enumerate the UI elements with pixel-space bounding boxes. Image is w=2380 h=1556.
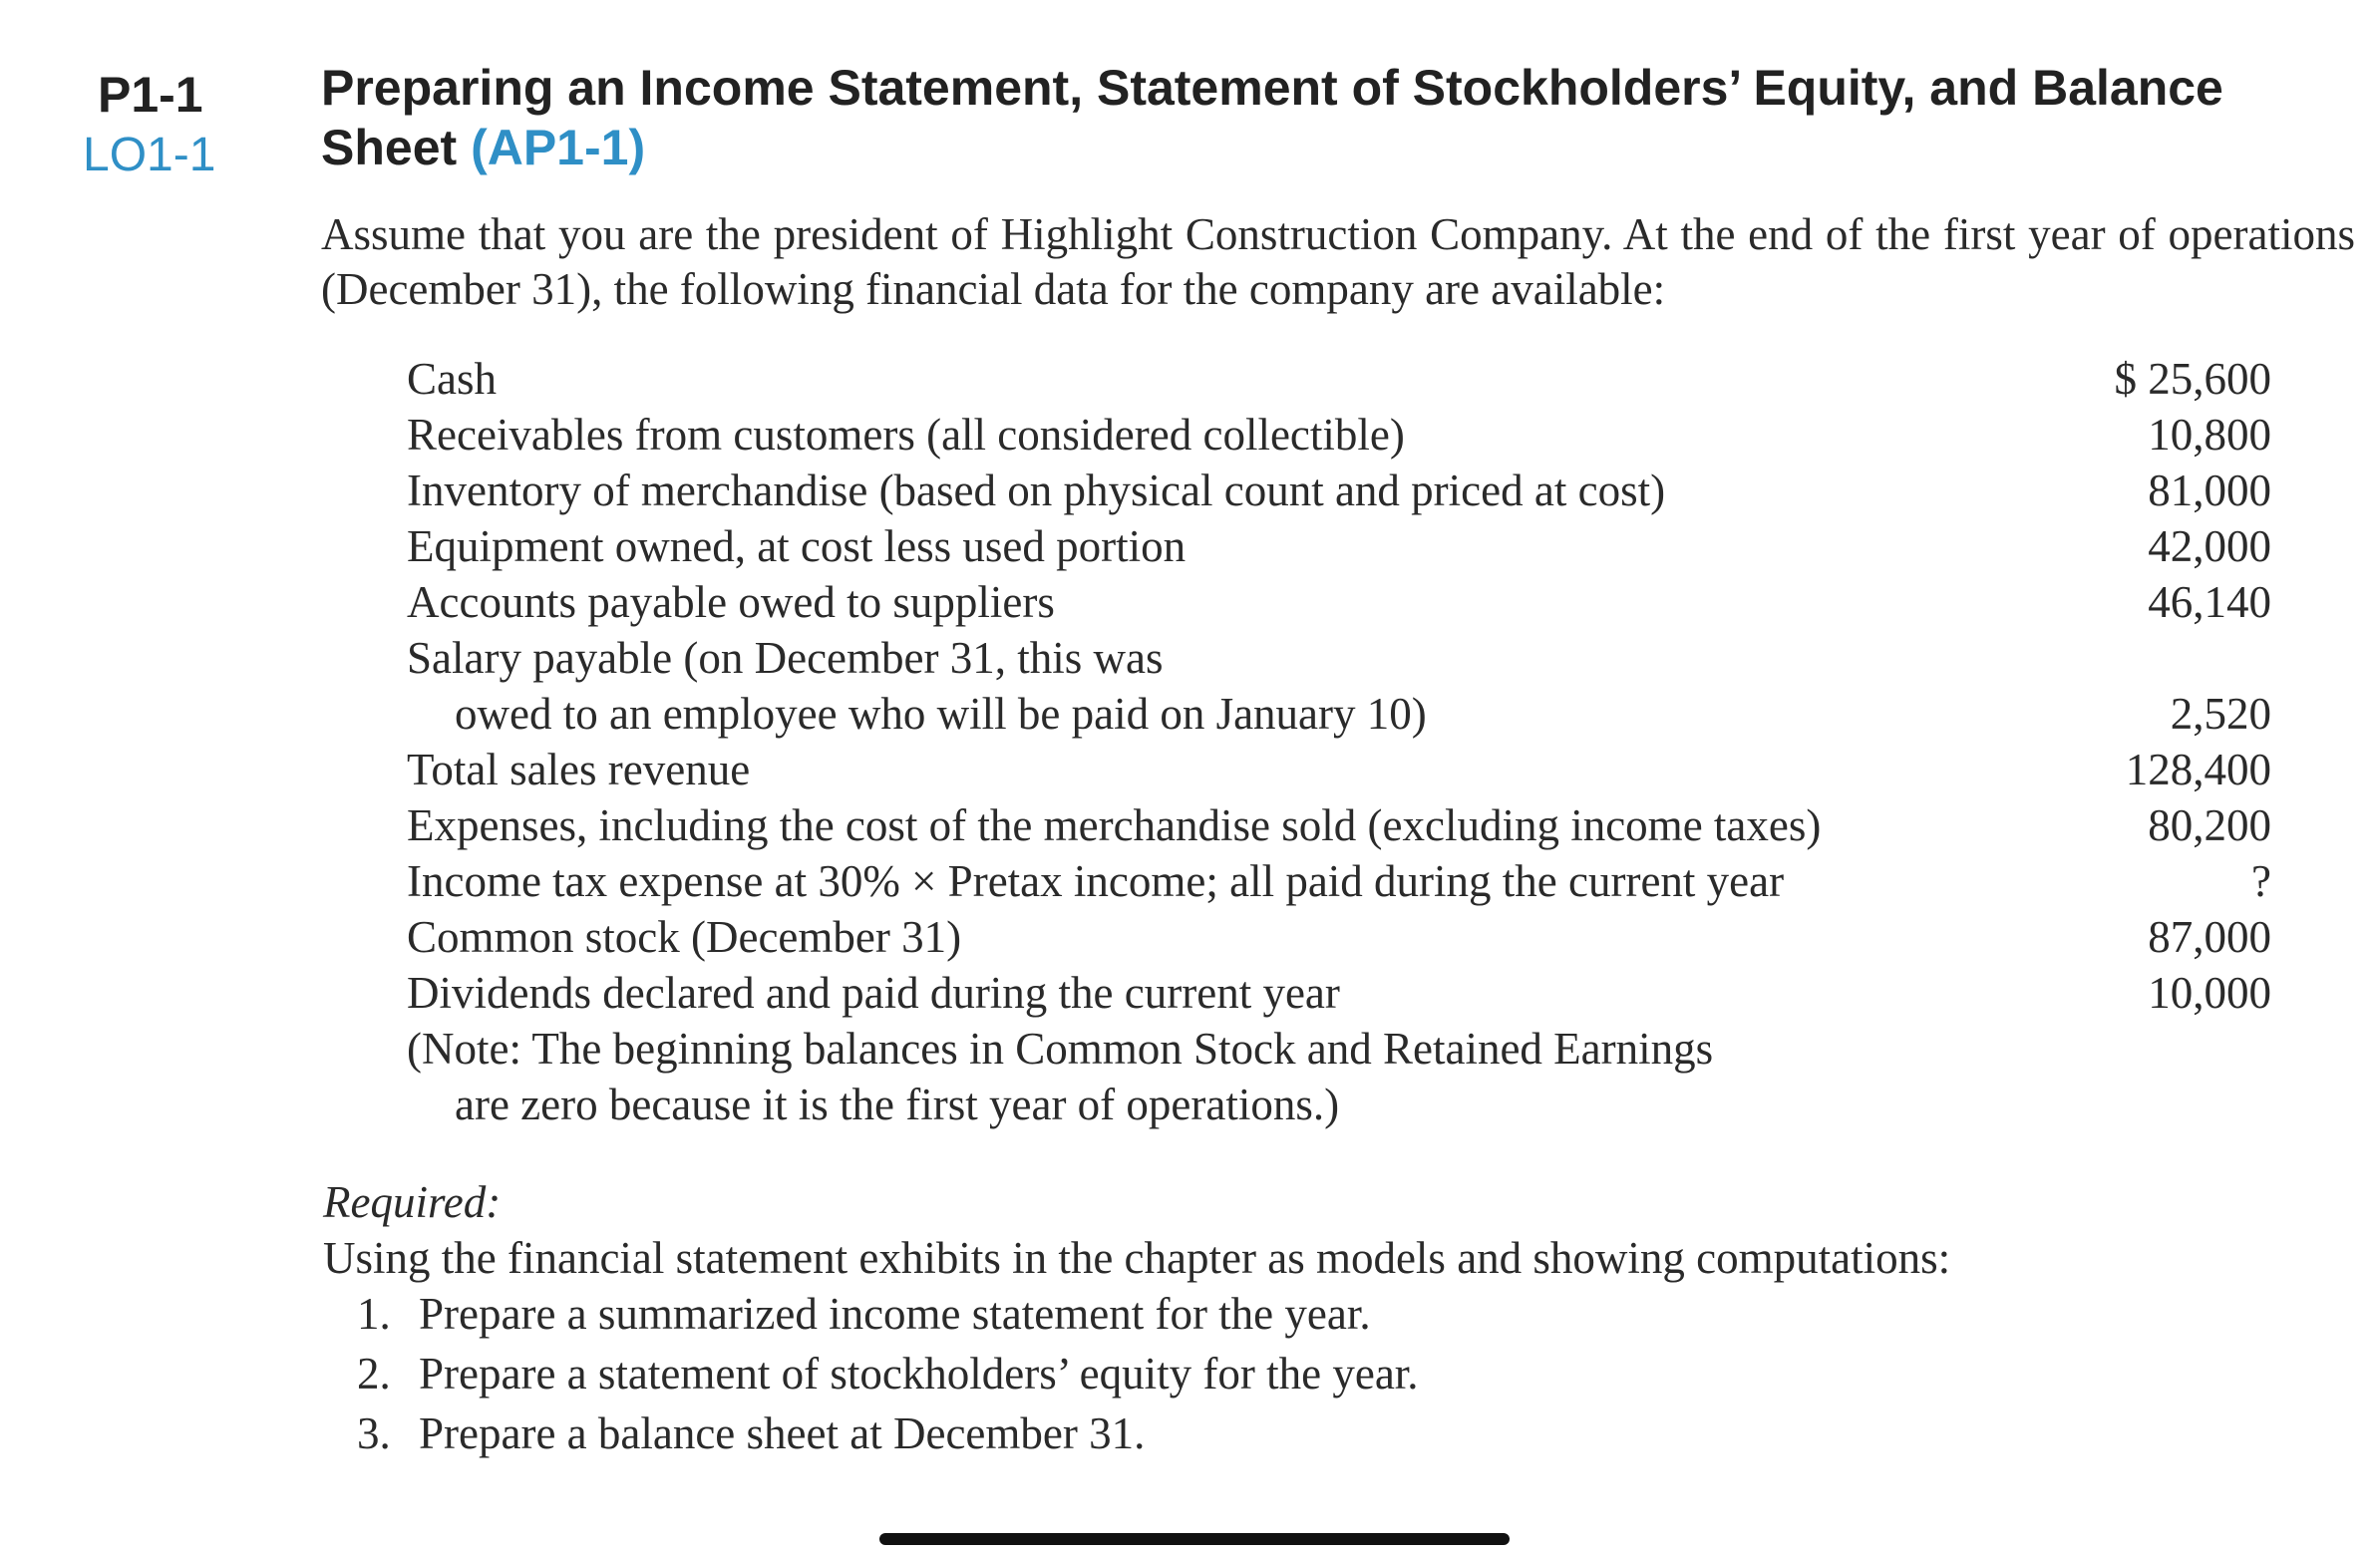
row-label: owed to an employee who will be paid on January 10) [455,689,1427,739]
row-label: Inventory of merchandise (based on physical count and priced at cost) [407,466,1666,515]
problem-number: P1-1 [98,67,203,123]
required-intro: Using the financial statement exhibits in the chapter as models and showing computations: [323,1233,1951,1283]
table-row [407,632,2271,688]
problem-title [321,58,2275,177]
list-item-text: Prepare a statement of stockholders’ equity for the year. [419,1349,1419,1399]
list-item [357,1348,1419,1407]
row-amount: 42,000 [2148,521,2271,571]
row-label: Equipment owned, at cost less used portion [407,521,1187,571]
row-label: Total sales revenue [407,745,751,794]
table-row [407,967,2271,1023]
table-row [407,799,2271,855]
table-row [407,1079,2271,1134]
list-item [357,1407,1419,1467]
list-item-text: Prepare a summarized income statement for the year. [419,1289,1371,1339]
row-label: Expenses, including the cost of the merchandise sold (excluding income taxes) [407,800,1822,850]
row-amount: 2,520 [2170,689,2271,739]
table-row [407,688,2271,744]
table-row [407,353,2271,409]
row-label: Dividends declared and paid during the current year [407,968,1340,1018]
row-label: Accounts payable owed to suppliers [407,577,1055,627]
problem-intro: Assume that you are the president of Highlight Construction Company. At the end of the first year of operations (December 31), the following financial data for the company are available: [321,209,2355,314]
row-label: Common stock (December 31) [407,912,962,962]
row-amount: 81,000 [2148,466,2271,515]
row-label: (Note: The beginning balances in Common Stock and Retained Earnings [407,1024,1714,1074]
row-label: Receivables from customers (all considered collectible) [407,410,1405,460]
row-amount: $ 25,600 [2114,354,2271,404]
row-amount: 46,140 [2148,577,2271,627]
row-amount: 87,000 [2148,912,2271,962]
row-label: Income tax expense at 30% × Pretax income; all paid during the current year [407,856,1785,906]
required-heading: Required: [323,1177,502,1227]
row-label: are zero because it is the first year of operations.) [455,1080,1340,1129]
list-item [357,1288,1419,1348]
list-item-number: 2. [357,1349,391,1399]
row-amount: 10,800 [2148,410,2271,460]
problem-title-ref: (AP1-1) [471,120,646,175]
table-row [407,911,2271,967]
row-amount: 10,000 [2148,968,2271,1018]
row-amount: ? [2251,856,2271,906]
table-row [407,855,2271,911]
home-indicator[interactable] [879,1533,1510,1545]
list-item-number: 3. [357,1408,391,1458]
list-item-text: Prepare a balance sheet at December 31. [419,1408,1146,1458]
row-label: Salary payable (on December 31, this was [407,633,1164,683]
table-row [407,409,2271,465]
row-amount: 80,200 [2148,800,2271,850]
list-item-number: 1. [357,1289,391,1339]
table-row [407,744,2271,799]
row-amount: 128,400 [2125,745,2271,794]
row-label: Cash [407,354,497,404]
financial-data-table [407,353,2271,1134]
problem-title-text: Preparing an Income Statement, Statement of Stockholders’ Equity, and Balance Sheet [321,60,2223,175]
table-row [407,576,2271,632]
required-list [357,1288,1419,1467]
table-row [407,1023,2271,1079]
table-row [407,465,2271,520]
table-row [407,520,2271,576]
learning-objective: LO1-1 [83,129,216,181]
